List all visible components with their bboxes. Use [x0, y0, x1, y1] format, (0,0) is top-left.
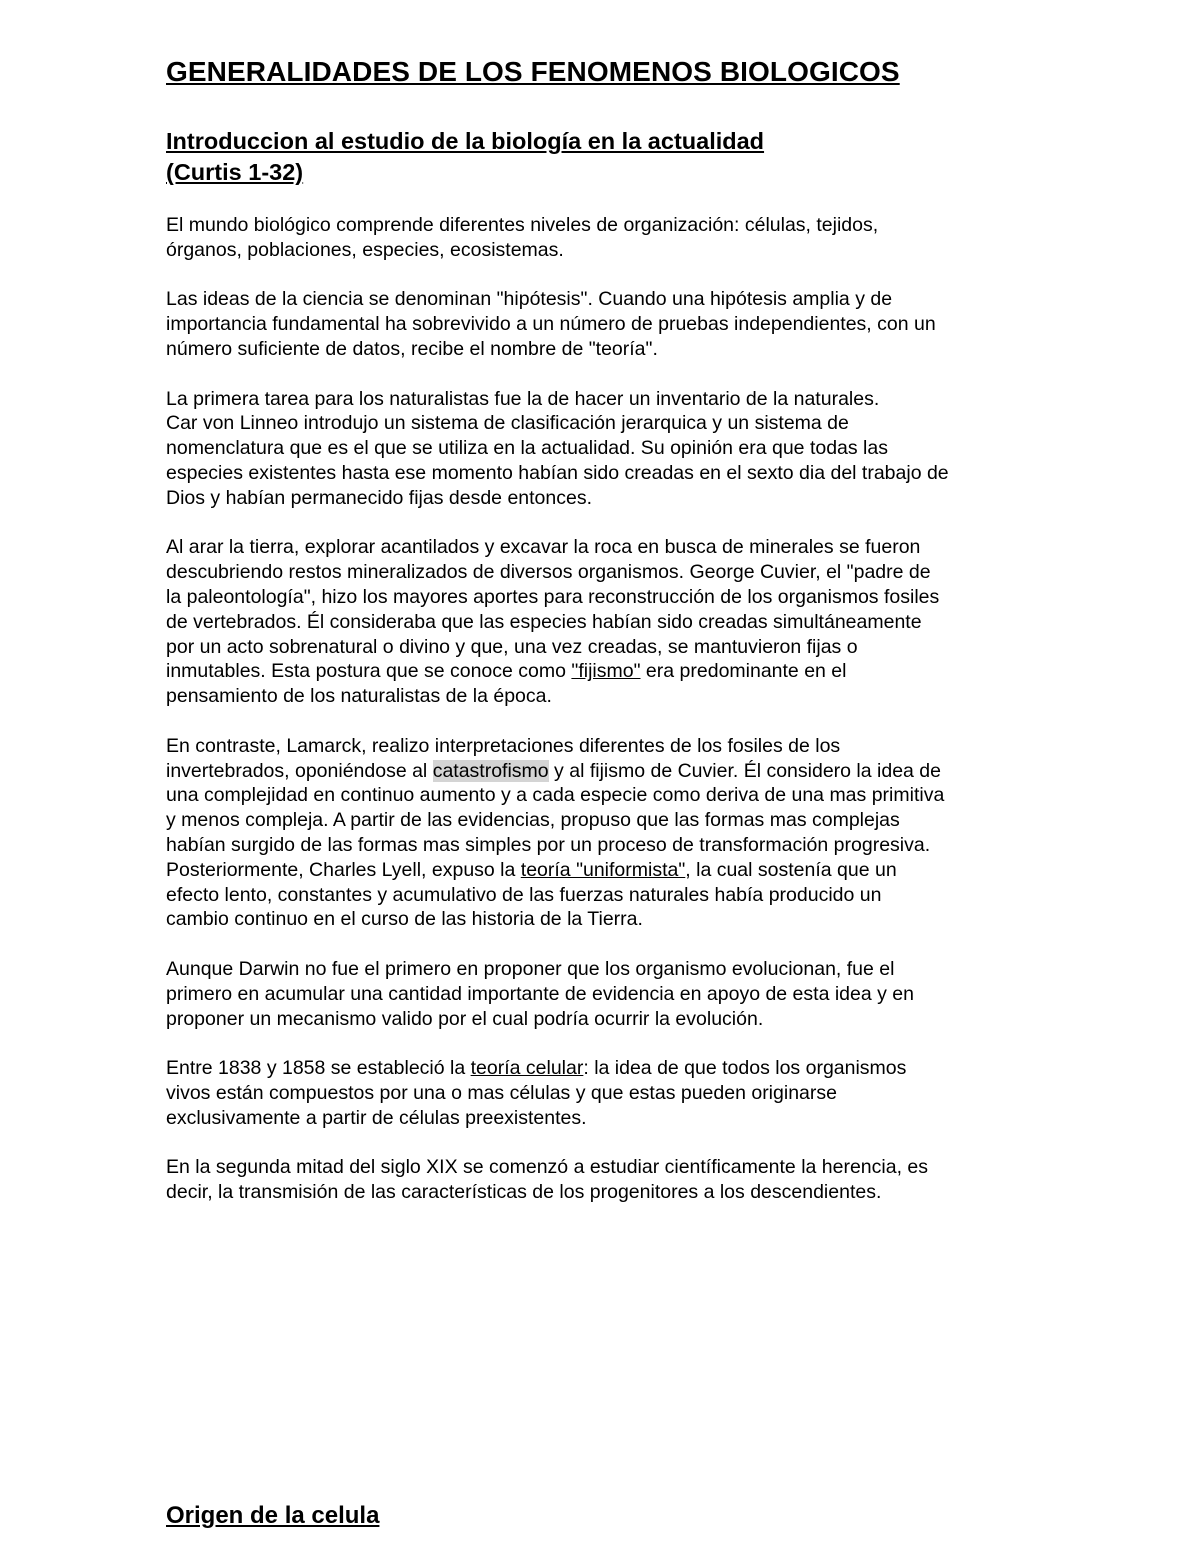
text-line — [166, 759, 1046, 784]
text-line: En contraste, Lamarck, realizo interpretaciones diferentes de los fosiles de los — [166, 734, 841, 757]
text-line: La primera tarea para los naturalistas fue la de hacer un inventario de la naturales. — [166, 387, 880, 410]
text-line: órganos, poblaciones, especies, ecosistemas. — [166, 238, 564, 261]
paragraph-teoria-celular — [166, 1056, 1046, 1130]
text-line: nomenclatura que es el que se utiliza en la actualidad. Su opinión era que todas las — [166, 437, 888, 460]
text-line: por un acto sobrenatural o divino y que, una vez creadas, se mantuvieron fijas o — [166, 635, 858, 658]
text-line: decir, la transmisión de las características de los progenitores a los descendientes. — [166, 1181, 882, 1204]
text-line — [166, 659, 1046, 684]
section-heading-line: Introduccion al estudio de la biología en la actualidad — [166, 128, 765, 154]
text-line: la paleontología", hizo los mayores aportes para reconstrucción de los organismos fosiles — [166, 585, 940, 608]
text-line: efecto lento, constantes y acumulativo de las fuerzas naturales había producido un — [166, 883, 882, 906]
text-line: En la segunda mitad del siglo XIX se comenzó a estudiar científicamente la herencia, es — [166, 1156, 929, 1179]
text-line: especies existentes hasta ese momento habían sido creadas en el sexto dia del trabajo de — [166, 461, 949, 484]
highlighted-term-catastrofismo: catastrofismo — [432, 759, 549, 782]
text-line: vivos están compuestos por una o mas células y que estas pueden originarse — [166, 1081, 837, 1104]
text-line: y menos compleja. A partir de las evidencias, propuso que las formas mas complejas — [166, 809, 900, 832]
document-body — [166, 213, 1046, 1230]
section-heading-introduccion — [166, 126, 764, 188]
text-line: una complejidad en continuo aumento y a cada especie como deriva de una mas primitiva — [166, 784, 945, 807]
paragraph-niveles — [166, 213, 1046, 263]
text-segment: : la idea de que todos los organismos — [583, 1057, 907, 1080]
text-line: Car von Linneo introdujo un sistema de clasificación jerarquica y un sistema de — [166, 412, 849, 435]
text-line: exclusivamente a partir de células preexistentes. — [166, 1106, 587, 1129]
text-segment: Posteriormente, Charles Lyell, expuso la — [166, 858, 521, 881]
section-heading-origen-celula: Origen de la celula — [166, 1502, 380, 1529]
text-line — [166, 1056, 1046, 1081]
text-line: El mundo biológico comprende diferentes niveles de organización: células, tejidos, — [166, 214, 879, 236]
text-line: Las ideas de la ciencia se denominan "hipótesis". Cuando una hipótesis amplia y de — [166, 288, 893, 311]
section-heading-reference: (Curtis 1-32) — [166, 159, 304, 185]
text-line: habían surgido de las formas mas simples por un proceso de transformación progresiva. — [166, 833, 931, 856]
text-line: Aunque Darwin no fue el primero en proponer que los organismo evolucionan, fue el — [166, 957, 895, 980]
paragraph-herencia — [166, 1155, 1046, 1205]
text-segment: era predominante en el — [640, 660, 847, 683]
text-segment: inmutables. Esta postura que se conoce como — [166, 660, 572, 683]
text-segment: invertebrados, oponiéndose al — [166, 759, 433, 782]
text-line: primero en acumular una cantidad importante de evidencia en apoyo de esta idea y en — [166, 982, 914, 1005]
text-line: Al arar la tierra, explorar acantilados y excavar la roca en busca de minerales se fueron — [166, 536, 921, 559]
text-line: proponer un mecanismo valido por el cual podría ocurrir la evolución. — [166, 1007, 764, 1030]
text-segment: Entre 1838 y 1858 se estableció la — [166, 1057, 471, 1080]
text-line: de vertebrados. Él consideraba que las especies habían sido creadas simultáneamente — [166, 610, 922, 633]
paragraph-lamarck — [166, 734, 1046, 932]
paragraph-cuvier — [166, 535, 1046, 709]
text-segment: , la cual sostenía que un — [685, 858, 897, 881]
text-segment: y al fijismo de Cuvier. Él considero la idea de — [548, 759, 942, 782]
text-line: descubriendo restos mineralizados de diversos organismos. George Cuvier, el "padre de — [166, 561, 931, 584]
text-line: número suficiente de datos, recibe el nombre de "teoría". — [166, 337, 658, 360]
paragraph-linneo — [166, 387, 1046, 511]
text-line — [166, 858, 1046, 883]
term-fijismo: "fijismo" — [571, 660, 641, 683]
term-teoria-celular: teoría celular — [470, 1057, 584, 1080]
text-line: cambio continuo en el curso de las historia de la Tierra. — [166, 908, 643, 931]
paragraph-darwin — [166, 957, 1046, 1031]
text-line: importancia fundamental ha sobrevivido a un número de pruebas independientes, con un — [166, 313, 936, 336]
document-title: GENERALIDADES DE LOS FENOMENOS BIOLOGICOS — [166, 56, 900, 87]
term-teoria-uniformista: teoría "uniformista" — [520, 858, 686, 881]
text-line: pensamiento de los naturalistas de la época. — [166, 685, 552, 708]
text-line: Dios y habían permanecido fijas desde entonces. — [166, 486, 593, 509]
paragraph-hipotesis — [166, 287, 1046, 361]
